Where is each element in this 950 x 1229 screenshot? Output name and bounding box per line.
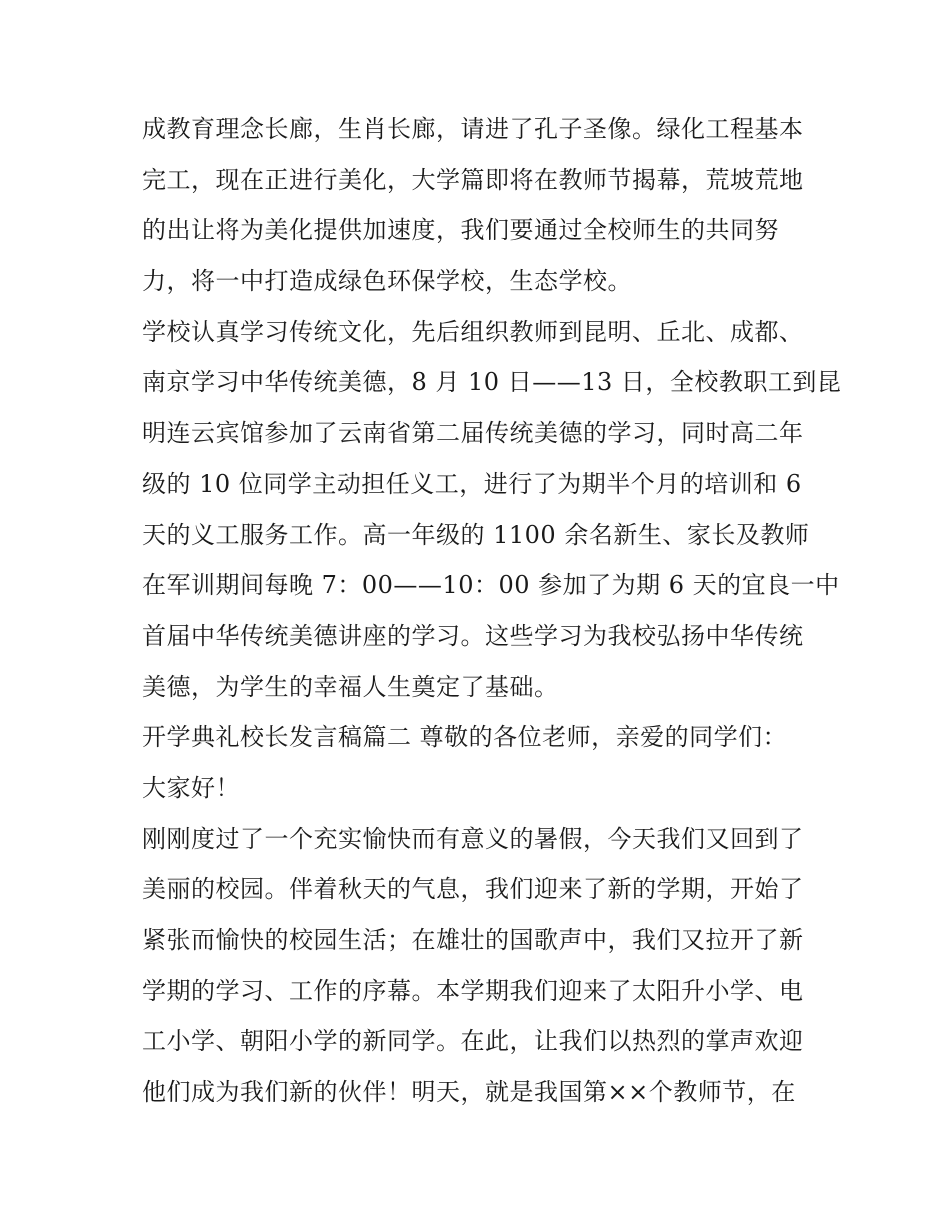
document-body — [142, 104, 842, 1118]
greeting-line: 大家好！ — [142, 773, 240, 802]
text-line: 成教育理念长廊，生肖长廊，请进了孔子圣像。绿化工程基本 — [142, 115, 804, 143]
text-line: 南京学习中华传统美德，8 月 10 日——13 日，全校教职工到昆 — [142, 368, 842, 397]
text-line: 力，将一中打造成绿色环保学校，生态学校。 — [142, 267, 632, 296]
text-line: 级的 10 位同学主动担任义工，进行了为期半个月的培训和 6 — [142, 469, 802, 498]
text-line: 明连云宾馆参加了云南省第二届传统美德的学习，同时高二年 — [142, 419, 804, 448]
text-line: 天的义工服务工作。高一年级的 1100 余名新生、家长及教师 — [142, 520, 810, 549]
text-line: 工小学、朝阳小学的新同学。在此，让我们以热烈的掌声欢迎 — [142, 1027, 804, 1056]
text-line: 刚刚度过了一个充实愉快而有意义的暑假，今天我们又回到了 — [142, 824, 804, 853]
text-line: 学校认真学习传统文化，先后组织教师到昆明、丘北、成都、 — [142, 317, 804, 346]
text-line: 美德，为学生的幸福人生奠定了基础。 — [142, 672, 559, 701]
text-line: 紧张而愉快的校园生活；在雄壮的国歌声中，我们又拉开了新 — [142, 926, 804, 954]
section-heading-line: 开学典礼校长发言稿篇二 尊敬的各位老师，亲爱的同学们： — [142, 723, 788, 752]
text-line: 美丽的校园。伴着秋天的气息，我们迎来了新的学期，开始了 — [142, 875, 804, 904]
text-line: 学期的学习、工作的序幕。本学期我们迎来了太阳升小学、电 — [142, 976, 804, 1005]
text-line: 首届中华传统美德讲座的学习。这些学习为我校弘扬中华传统 — [142, 621, 804, 650]
text-line: 的出让将为美化提供加速度，我们要通过全校师生的共同努 — [142, 216, 779, 245]
text-line: 在军训期间每晚 7：00——10：00 参加了为期 6 天的宜良一中 — [142, 571, 840, 600]
text-line: 他们成为我们新的伙伴！明天，就是我国第××个教师节，在 — [142, 1078, 796, 1107]
text-line: 完工，现在正进行美化，大学篇即将在教师节揭幕，荒坡荒地 — [142, 165, 804, 194]
